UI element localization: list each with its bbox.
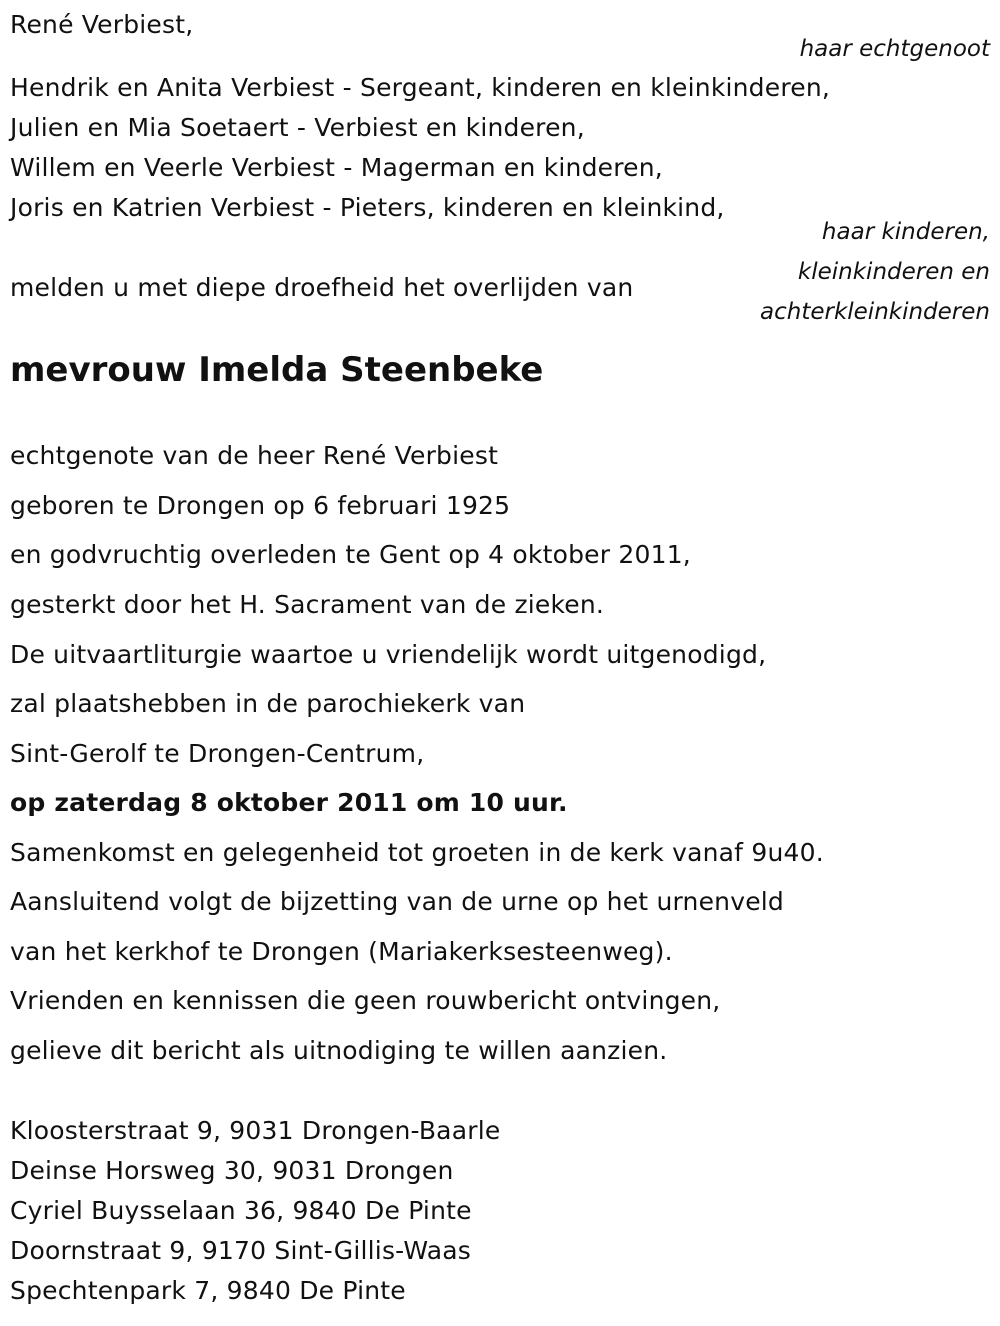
- detail-line: gelieve dit bericht als uitnodiging te willen aanzien.: [10, 1036, 668, 1065]
- detail-line: De uitvaartliturgie waartoe u vriendelijk wordt uitgenodigd,: [10, 640, 767, 669]
- spouse-name: René Verbiest,: [10, 10, 194, 39]
- deceased-name: mevrouw Imelda Steenbeke: [10, 350, 544, 390]
- spouse-role: haar echtgenoot: [799, 36, 990, 62]
- address-line: Kloosterstraat 9, 9031 Drongen-Baarle: [10, 1116, 501, 1145]
- address-line: Doornstraat 9, 9170 Sint-Gillis-Waas: [10, 1236, 471, 1265]
- detail-line: Aansluitend volgt de bijzetting van de urne op het urnenveld: [10, 887, 784, 916]
- children-line: Hendrik en Anita Verbiest - Sergeant, kinderen en kleinkinderen,: [10, 73, 831, 102]
- detail-line: Vrienden en kennissen die geen rouwbericht ontvingen,: [10, 986, 721, 1015]
- detail-line: echtgenote van de heer René Verbiest: [10, 441, 499, 470]
- children-line: Willem en Veerle Verbiest - Magerman en kinderen,: [10, 153, 663, 182]
- detail-line: en godvruchtig overleden te Gent op 4 oktober 2011,: [10, 540, 691, 569]
- detail-line: gesterkt door het H. Sacrament van de zieken.: [10, 590, 605, 619]
- detail-line: van het kerkhof te Drongen (Mariakerksesteenweg).: [10, 937, 673, 966]
- funeral-date: op zaterdag 8 oktober 2011 om 10 uur.: [10, 788, 568, 817]
- detail-line: Samenkomst en gelegenheid tot groeten in de kerk vanaf 9u40.: [10, 838, 824, 867]
- children-role-line: kleinkinderen en: [797, 259, 990, 285]
- children-role-line: haar kinderen,: [821, 219, 990, 245]
- children-line: Julien en Mia Soetaert - Verbiest en kinderen,: [10, 113, 585, 142]
- detail-line: zal plaatshebben in de parochiekerk van: [10, 689, 526, 718]
- children-line: Joris en Katrien Verbiest - Pieters, kinderen en kleinkind,: [10, 193, 725, 222]
- address-line: Cyriel Buysselaan 36, 9840 De Pinte: [10, 1196, 472, 1225]
- detail-line: Sint-Gerolf te Drongen-Centrum,: [10, 739, 425, 768]
- announcement: melden u met diepe droefheid het overlijden van: [10, 273, 634, 302]
- detail-line: geboren te Drongen op 6 februari 1925: [10, 491, 511, 520]
- children-role-line: achterkleinkinderen: [760, 299, 990, 325]
- address-line: Spechtenpark 7, 9840 De Pinte: [10, 1276, 406, 1305]
- address-line: Deinse Horsweg 30, 9031 Drongen: [10, 1156, 454, 1185]
